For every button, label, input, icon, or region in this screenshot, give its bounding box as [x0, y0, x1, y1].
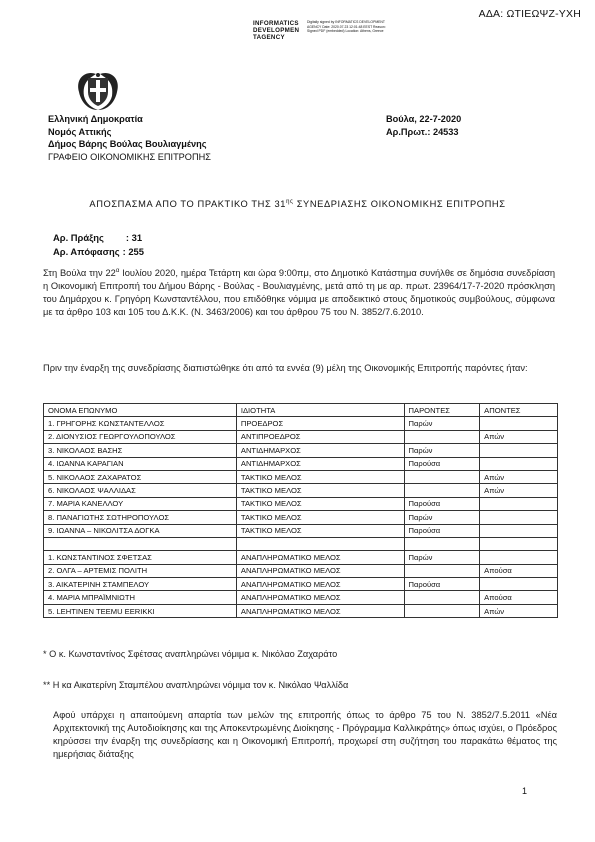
intro-text-start: Στη Βούλα την 22 — [43, 268, 116, 279]
member-present — [404, 604, 480, 617]
member-name: 1. ΓΡΗΓΟΡΗΣ ΚΩΝΣΤΑΝΤΕΛΛΟΣ — [44, 417, 237, 430]
stamp-line-1: INFORMATICS — [253, 20, 299, 27]
document-reference — [386, 113, 566, 138]
member-absent: Απών — [480, 484, 558, 497]
member-absent — [480, 511, 558, 524]
member-present — [404, 537, 480, 550]
digital-signature-stamp — [253, 20, 403, 56]
table-row — [44, 417, 558, 430]
stamp-line-2: DEVELOPMEN — [253, 27, 300, 35]
substitution-note-1: * Ο κ. Κωνσταντίνος Σφέτσας αναπληρώνει νόμιμα κ. Νικόλαο Ζαχαράτο — [43, 649, 338, 659]
member-role: ΑΝΤΙΠΡΟΕΔΡΟΣ — [236, 430, 404, 443]
republic-label: Ελληνική Δημοκρατία — [48, 114, 143, 124]
member-role: ΑΝΤΙΔΗΜΑΡΧΟΣ — [236, 444, 404, 457]
member-absent — [480, 524, 558, 537]
table-row — [44, 564, 558, 577]
member-absent: Απών — [480, 604, 558, 617]
attendance-rows — [44, 417, 558, 618]
column-header-absent: ΑΠΟΝΤΕΣ — [480, 404, 558, 417]
member-role: ΤΑΚΤΙΚΟ ΜΕΛΟΣ — [236, 497, 404, 510]
ada-code: ΑΔΑ: ΩΤΙΕΩΨΖ-ΥΧΗ — [478, 8, 581, 20]
member-name: 3. ΝΙΚΟΛΑΟΣ ΒΑΣΗΣ — [44, 444, 237, 457]
table-row — [44, 497, 558, 510]
member-present: Παρών — [404, 511, 480, 524]
member-role: ΤΑΚΤΙΚΟ ΜΕΛΟΣ — [236, 524, 404, 537]
member-present: Παρών — [404, 551, 480, 564]
decision-metadata — [53, 231, 144, 259]
intro-text-rest: Ιουλίου 2020, ημέρα Τετάρτη και ώρα 9:00πμ, στο Δημοτικό Κατάστημα συνήλθε σε δημόσια συνεδρίαση η Οικονομική Επιτροπή του Δήμου Βάρης - Βούλας - Βουλιαγμένης, μετά από τη με αρ. πρωτ. 23964/17-7-2020 πρόσκληση του Δημάρχου κ. Γρηγόρη Κωνσταντέλλου, που επιδόθηκε νόμιμα με αποδεικτικό στους δημοτικούς συμβούλους, σύμφωνα με τα άρθρο 103 και 105 του Δ.Κ.Κ. (Ν. 3463/2006) και του άρθρου 75 του Ν. 3852/7.6.2010. — [43, 268, 555, 318]
member-absent: Απών — [480, 430, 558, 443]
table-row — [44, 457, 558, 470]
column-header-name: ΟΝΟΜΑ ΕΠΩΝΥΜΟ — [44, 404, 237, 417]
member-role: ΠΡΟΕΔΡΟΣ — [236, 417, 404, 430]
meeting-intro-paragraph — [43, 265, 555, 319]
member-absent: Απών — [480, 470, 558, 483]
member-name: 9. ΙΩΑΝΝΑ – ΝΙΚΟΛΙΤΣΑ ΔΟΓΚΑ — [44, 524, 237, 537]
table-row — [44, 444, 558, 457]
praxis-value: : 31 — [125, 232, 143, 243]
table-row — [44, 604, 558, 617]
table-row — [44, 511, 558, 524]
member-absent — [480, 497, 558, 510]
title-ordinal: ης — [286, 199, 294, 205]
member-name: 5. LEHTINEN TEEMU EERIKKI — [44, 604, 237, 617]
office-label: ΓΡΑΦΕΙΟ ΟΙΚΟΝΟΜΙΚΗΣ ΕΠΙΤΡΟΠΗΣ — [48, 151, 211, 162]
table-row — [44, 551, 558, 564]
member-role — [236, 537, 404, 550]
municipality-label: Δήμος Βάρης Βούλας Βουλιαγμένης — [48, 139, 207, 149]
member-present — [404, 564, 480, 577]
table-row — [44, 484, 558, 497]
member-role: ΑΝΤΙΔΗΜΑΡΧΟΣ — [236, 457, 404, 470]
stamp-line-3: TAGENCY — [253, 34, 285, 42]
member-absent: Απούσα — [480, 591, 558, 604]
member-absent — [480, 537, 558, 550]
document-date: Βούλα, 22-7-2020 — [386, 114, 462, 124]
title-rest: ΣΥΝΕΔΡΙΑΣΗΣ ΟΙΚΟΝΟΜΙΚΗΣ ΕΠΙΤΡΟΠΗΣ — [296, 199, 506, 210]
member-present — [404, 591, 480, 604]
column-header-present: ΠΑΡΟΝΤΕΣ — [404, 404, 480, 417]
greek-coat-of-arms-icon — [72, 66, 124, 114]
member-name: 2. ΟΛΓΑ – ΑΡΤΕΜΙΣ ΠΟΛΙΤΗ — [44, 564, 237, 577]
table-row — [44, 578, 558, 591]
member-role: ΑΝΑΠΛΗΡΩΜΑΤΙΚΟ ΜΕΛΟΣ — [236, 551, 404, 564]
member-name: 7. ΜΑΡΙΑ ΚΑΝΕΛΛΟΥ — [44, 497, 237, 510]
member-absent — [480, 417, 558, 430]
decision-label: Αρ. Απόφασης — [53, 246, 120, 257]
member-present — [404, 470, 480, 483]
member-role: ΤΑΚΤΙΚΟ ΜΕΛΟΣ — [236, 511, 404, 524]
member-role: ΑΝΑΠΛΗΡΩΜΑΤΙΚΟ ΜΕΛΟΣ — [236, 564, 404, 577]
member-role: ΤΑΚΤΙΚΟ ΜΕΛΟΣ — [236, 484, 404, 497]
table-row — [44, 537, 558, 550]
member-name: 8. ΠΑΝΑΓΙΩΤΗΣ ΣΩΤΗΡΟΠΟΥΛΟΣ — [44, 511, 237, 524]
member-role: ΑΝΑΠΛΗΡΩΜΑΤΙΚΟ ΜΕΛΟΣ — [236, 591, 404, 604]
attendance-header-row — [44, 404, 558, 417]
member-name: 1. ΚΩΝΣΤΑΝΤΙΝΟΣ ΣΦΕΤΣΑΣ — [44, 551, 237, 564]
member-present: Παρούσα — [404, 578, 480, 591]
substitution-note-2: ** Η κα Αικατερίνη Σταμπέλου αναπληρώνει νόμιμα τον κ. Νικόλαο Ψαλλίδα — [43, 680, 349, 690]
prefecture-label: Νομός Αττικής — [48, 126, 112, 137]
member-present — [404, 430, 480, 443]
stamp-signature-text: Digitally signed by INFORMATICS DEVELOPMENT AGENCY Date: 2020.07.23 12:01:48 EEST Reason: Signed PDF (embedded) Location: Athens, Greece — [307, 20, 386, 34]
member-role: ΑΝΑΠΛΗΡΩΜΑΤΙΚΟ ΜΕΛΟΣ — [236, 604, 404, 617]
page-number: 1 — [522, 786, 528, 796]
member-absent — [480, 444, 558, 457]
member-absent — [480, 457, 558, 470]
member-present — [404, 484, 480, 497]
member-present: Παρούσα — [404, 524, 480, 537]
quorum-confirmation-paragraph: Αφού υπάρχει η απαιτούμενη απαρτία των μελών της επιτροπής όπως το άρθρο 75 του Ν. 3852/7.5.2011 «Νέα Αρχιτεκτονική της Αυτοδιοίκησης και της Αποκεντρωμένης Διοίκησης - Πρόγραμμα Καλλικράτης» όπως ισχύει, ο Πρόεδρος κηρύσσει την έναρξη της συνεδρίασης και η Οικονομική Επιτροπή, προχωρεί στη συζήτηση του παρακάτω θέματος της ημερήσιας διάταξης — [53, 710, 557, 760]
member-absent: Απούσα — [480, 564, 558, 577]
column-header-role: ΙΔΙΟΤΗΤΑ — [236, 404, 404, 417]
table-row — [44, 430, 558, 443]
member-role: ΑΝΑΠΛΗΡΩΜΑΤΙΚΟ ΜΕΛΟΣ — [236, 578, 404, 591]
quorum-paragraph: Πριν την έναρξη της συνεδρίασης διαπιστώθηκε ότι από τα εννέα (9) μέλη της Οικονομικής Επιτροπής παρόντες ήταν: — [43, 363, 528, 373]
member-name: 5. ΝΙΚΟΛΑΟΣ ΖΑΧΑΡΑΤΟΣ — [44, 470, 237, 483]
praxis-label: Αρ. Πράξης — [53, 232, 104, 243]
member-name: 6. ΝΙΚΟΛΑΟΣ ΨΑΛΛΙΔΑΣ — [44, 484, 237, 497]
member-absent — [480, 551, 558, 564]
issuer-header — [48, 113, 348, 163]
protocol-number: Αρ.Πρωτ.: 24533 — [386, 126, 459, 137]
member-name — [44, 537, 237, 550]
member-role: ΤΑΚΤΙΚΟ ΜΕΛΟΣ — [236, 470, 404, 483]
member-present: Παρών — [404, 444, 480, 457]
title-main: ΑΠΟΣΠΑΣΜΑ ΑΠΟ ΤΟ ΠΡΑΚΤΙΚΟ ΤΗΣ 31 — [89, 199, 287, 210]
table-row — [44, 524, 558, 537]
table-row — [44, 470, 558, 483]
document-title — [0, 199, 595, 209]
member-present: Παρών — [404, 417, 480, 430]
member-name: 4. ΜΑΡΙΑ ΜΠΡΑΪΜΝΙΩΤΗ — [44, 591, 237, 604]
member-name: 3. ΑΙΚΑΤΕΡΙΝΗ ΣΤΑΜΠΕΛΟΥ — [44, 578, 237, 591]
intro-ordinal: α — [115, 268, 120, 274]
member-present: Παρούσα — [404, 497, 480, 510]
table-row — [44, 591, 558, 604]
member-name: 4. ΙΩΑΝΝΑ ΚΑΡΑΓΙΑΝ — [44, 457, 237, 470]
member-present: Παρούσα — [404, 457, 480, 470]
attendance-table — [43, 403, 558, 618]
member-absent — [480, 578, 558, 591]
member-name: 2. ΔΙΟΝΥΣΙΟΣ ΓΕΩΡΓΟΥΛΟΠΟΥΛΟΣ — [44, 430, 237, 443]
decision-value: : 255 — [122, 246, 144, 257]
